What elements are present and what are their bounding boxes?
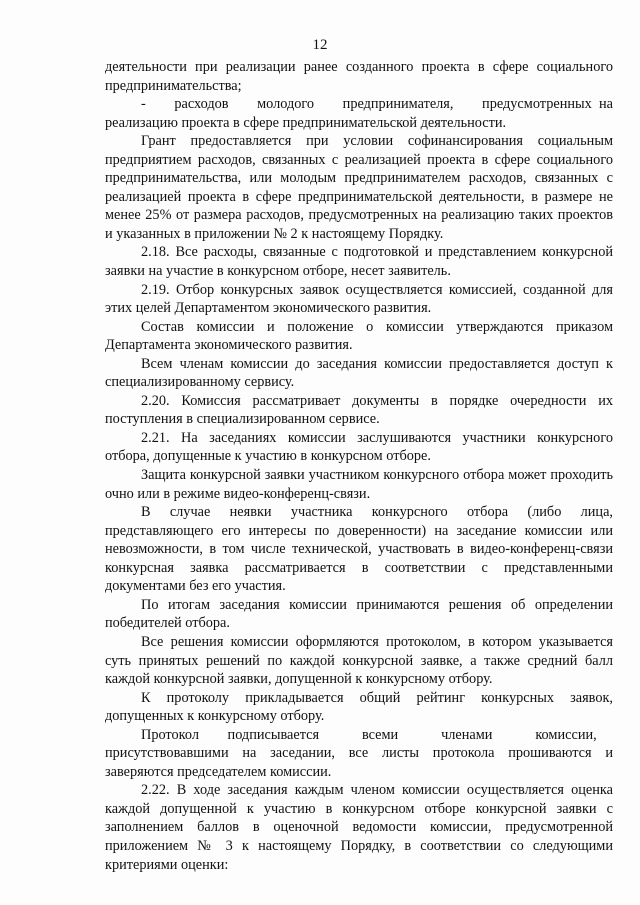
paragraph-grant-conditions: Грант предоставляется при условии софинансирования социальным предприятием расходов, связанных с реализацией проекта в сфере социального предпринимательства, или молодым предпринимателем расходов, связанных с реализацией проекта в сфере предпринимательской деятельности, в размере не менее 25% от размера расходов, предусмотренных на реализацию таких проектов и указанных в приложении № 2 к настоящему Порядку. bbox=[105, 133, 613, 242]
paragraph-2-18: 2.18. Все расходы, связанные с подготовкой и представлением конкурсной заявки на участие в конкурсном отборе, несет заявитель. bbox=[105, 244, 613, 280]
paragraph-continuation: деятельности при реализации ранее созданного проекта в сфере социального предпринимательства; bbox=[105, 59, 613, 94]
paragraph-2-20: 2.20. Комиссия рассматривает документы в порядке очередности их поступления в специализированном сервисе. bbox=[105, 392, 613, 428]
paragraph-absence: В случае неявки участника конкурсного отбора (либо лица, представляющего его интересы по доверенности) на заседание комиссии или невозможности, в том числе технической, участвовать в видео-конференц-связи конкурсная заявка рассматривается в соответствии с представленными документами без его участия. bbox=[105, 504, 613, 595]
paragraph-2-21: 2.21. На заседаниях комиссии заслушиваются участники конкурсного отбора, допущенные к участию в конкурсном отборе. bbox=[105, 429, 613, 465]
paragraph-2-19: 2.19. Отбор конкурсных заявок осуществляется комиссией, созданной для этих целей Департаментом экономического развития. bbox=[105, 281, 613, 317]
paragraph-service-access: Всем членам комиссии до заседания комиссии предоставляется доступ к специализированному сервису. bbox=[105, 355, 613, 391]
paragraph-results: По итогам заседания комиссии принимаются решения об определении победителей отбора. bbox=[105, 596, 613, 632]
paragraph-2-22: 2.22. В ходе заседания каждым членом комиссии осуществляется оценка каждой допущенной к участию в конкурсном отборе конкурсной заявки с заполнением баллов в оценочной ведомости комиссии, предусмотренной приложением № 3 к настоящему Порядку, в соответствии со следующими критериями оценки: bbox=[105, 782, 613, 873]
paragraph-rating: К протоколу прикладывается общий рейтинг конкурсных заявок, допущенных к конкурсному отбору. bbox=[105, 689, 613, 725]
paragraph-defense: Защита конкурсной заявки участником конкурсного отбора может проходить очно или в режиме видео-конференц-связи. bbox=[105, 467, 613, 502]
page-number: 12 bbox=[312, 37, 328, 53]
paragraph-dash-item: - расходов молодого предпринимателя, предусмотренных на реализацию проекта в сфере предпринимательской деятельности. bbox=[105, 96, 617, 131]
paragraph-protocol: Протокол подписывается всеми членами комиссии, присутствовавшими на заседании, все листы протокола прошиваются и заверяются председателем комиссии. bbox=[105, 726, 617, 780]
paragraph-decisions: Все решения комиссии оформляются протоколом, в котором указывается суть принятых решений по каждой конкурсной заявке, а также средний балл каждой конкурсной заявки, допущенной к конкурсному отбору. bbox=[105, 633, 613, 688]
document-body bbox=[105, 58, 617, 874]
paragraph-commission-composition: Состав комиссии и положение о комиссии утверждаются приказом Департамента экономического развития. bbox=[105, 318, 613, 354]
